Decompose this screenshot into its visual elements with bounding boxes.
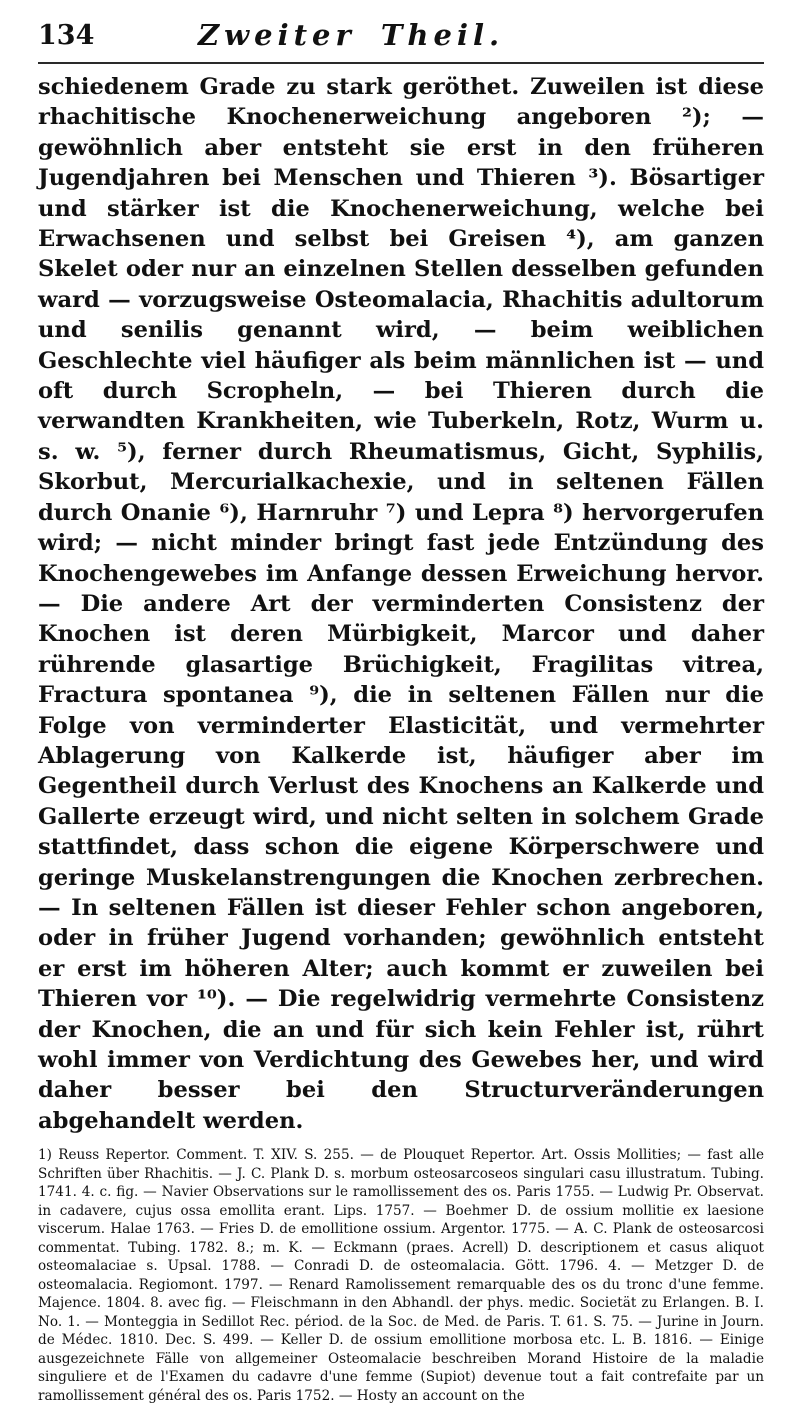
running-head: Zweiter Theil.	[198, 18, 505, 52]
footnotes-block	[38, 1146, 764, 1405]
book-page	[38, 16, 764, 1405]
body-text-block	[38, 72, 764, 1136]
body-paragraph: schiedenem Grade zu stark geröthet. Zuweilen ist diese rhachitische Knochenerweichung angeboren ²); — gewöhnlich aber entsteht sie erst in den früheren Jugendjahren bei Menschen und Thieren ³). Bösartiger und stärker ist die Knochenerweichung, welche bei Erwachsenen und selbst bei Greisen ⁴), am ganzen Skelet oder nur an einzelnen Stellen desselben gefunden ward — vorzugsweise Osteomalacia, Rhachitis adultorum und senilis genannt wird, — beim weiblichen Geschlechte viel häufiger als beim männlichen ist — und oft durch Scropheln, — bei Thieren durch die verwandten Krankheiten, wie Tuberkeln, Rotz, Wurm u. s. w. ⁵), ferner durch Rheumatismus, Gicht, Syphilis, Skorbut, Mercurialkachexie, und in seltenen Fällen durch Onanie ⁶), Harnruhr ⁷) und Lepra ⁸) hervorgerufen wird; — nicht minder bringt fast jede Entzündung des Knochengewebes im Anfange dessen Erweichung hervor. — Die andere Art der verminderten Consistenz der Knochen ist deren Mürbigkeit, Marcor und daher rührende glasartige Brüchigkeit, Fragilitas vitrea, Fractura spontanea ⁹), die in seltenen Fällen nur die Folge von verminderter Elasticität, und vermehrter Ablagerung von Kalkerde ist, häufiger aber im Gegentheil durch Verlust des Knochens an Kalkerde und Gallerte erzeugt wird, und nicht selten in solchem Grade stattfindet, dass schon die eigene Körperschwere und geringe Muskelanstrengungen die Knochen zerbrechen. — In seltenen Fällen ist dieser Fehler schon angeboren, oder in früher Jugend vorhanden; gewöhnlich entsteht er erst im höheren Alter; auch kommt er zuweilen bei Thieren vor ¹⁰). — Die regelwidrig vermehrte Consistenz der Knochen, die an und für sich kein Fehler ist, rührt wohl immer von Verdichtung des Gewebes her, und wird daher besser bei den Structurveränderungen abgehandelt werden.	[38, 74, 764, 1134]
page-number: 134	[38, 20, 95, 51]
footnote-text: 1) Reuss Repertor. Comment. T. XIV. S. 255. — de Plouquet Repertor. Art. Ossis Mollities; — fast alle Schriften über Rhachitis. — J. C. Plank D. s. morbum osteosarcoseos singulari casu illustratum. Tubing. 1741. 4. c. fig. — Navier Observations sur le ramollissement des os. Paris 1755. — Ludwig Pr. Observat. in cadavere, cujus ossa emollita erant. Lips. 1757. — Boehmer D. de ossium mollitie ex laesione viscerum. Halae 1763. — Fries D. de emollitione ossium. Argentor. 1775. — A. C. Plank de osteosarcosi commentat. Tubing. 1782. 8.; m. K. — Eckmann (praes. Acrell) D. descriptionem et casus aliquot osteomalaciae s. Upsal. 1788. — Conradi D. de osteomalacia. Gött. 1796. 4. — Metzger D. de osteomalacia. Regiomont. 1797. — Renard Ramolissement remarquable des os du tronc d'une femme. Majence. 1804. 8. avec fig. — Fleischmann in den Abhandl. der phys. medic. Societät zu Erlangen. B. I. No. 1. — Monteggia in Sedillot Rec. périod. de la Soc. de Med. de Paris. T. 61. S. 75. — Jurine in Journ. de Médec. 1810. Dec. S. 499. — Keller D. de ossium emollitione morbosa etc. L. B. 1816. — Einige ausgezeichnete Fälle von allgemeiner Osteomalacie beschreiben Morand Histoire de la maladie singuliere et de l'Examen du cadavre d'une femme (Supiot) devenue tout a fait contrefaite par un ramollissement général des os. Paris 1752. — Hosty an account on the	[38, 1147, 764, 1404]
page-header	[38, 16, 764, 64]
